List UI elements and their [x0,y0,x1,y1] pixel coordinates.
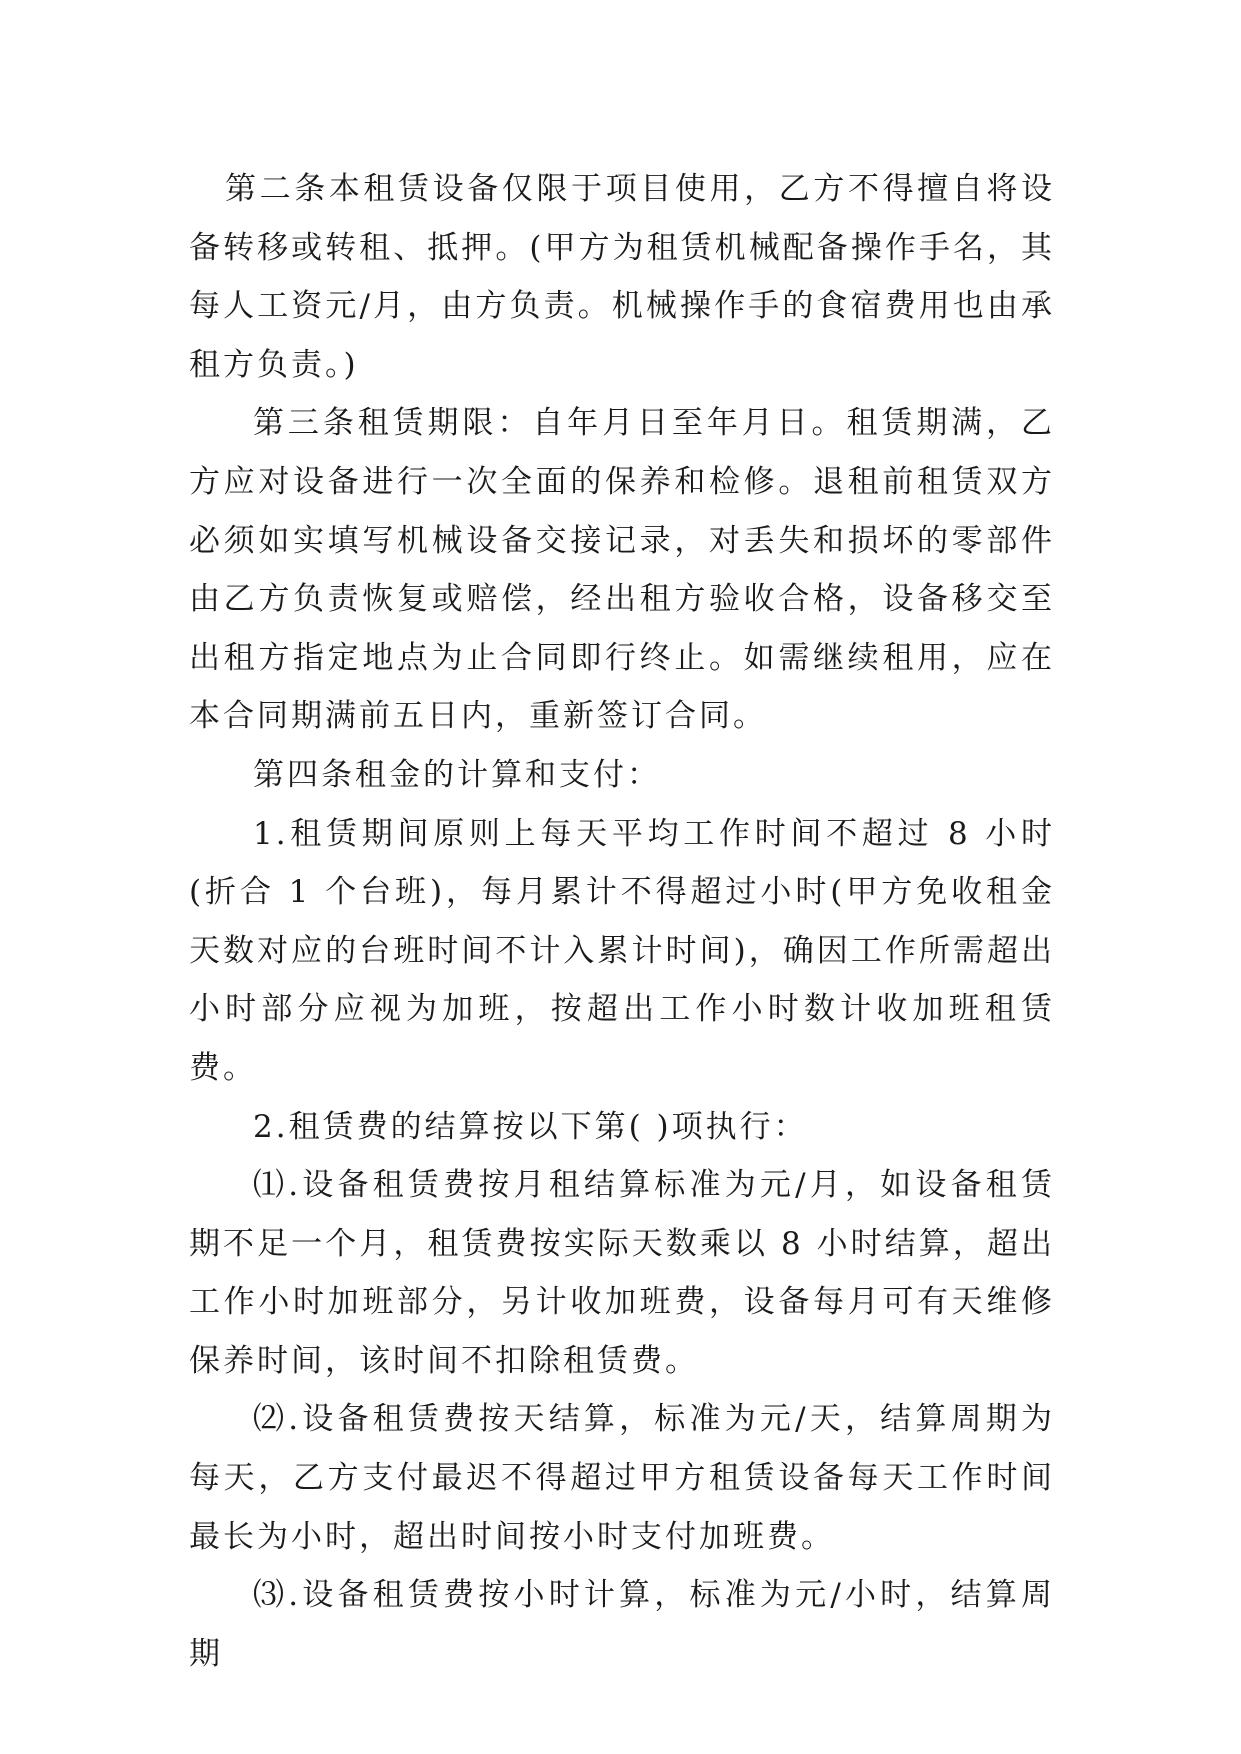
paragraph-article-2: 第二条本租赁设备仅限于项目使用，乙方不得擅自将设备转移或转租、抵押。(甲方为租赁机械配备操作手名，其每人工资元/月，由方负责。机械操作手的食宿费用也由承租方负责。) [189,171,1055,383]
paragraph-item-1: 1.租赁期间原则上每天平均工作时间不超过 8 小时(折合 1 个台班)，每月累计不得超过小时(甲方免收租金天数对应的台班时间不计入累计时间)，确因工作所需超出小时部分应视为加班，按超出工作小时数计收加班租赁费。 [189,815,1055,1086]
paragraph-article-4-heading: 第四条租金的计算和支付： [253,756,661,793]
paragraph-article-3: 第三条租赁期限：自年月日至年月日。租赁期满，乙方应对设备进行一次全面的保养和检修。退租前租赁双方必须如实填写机械设备交接记录，对丢失和损坏的零部件由乙方负责恢复或赔偿，经出租方验收合格，设备移交至出租方指定地点为止合同即行终止。如需继续租用，应在本合同期满前五日内，重新签订合同。 [189,405,1055,735]
paragraph-option-3: ⑶.设备租赁费按小时计算，标准为元/小时，结算周期 [189,1577,1055,1672]
paragraph-option-2: ⑵.设备租赁费按天结算，标准为元/天，结算周期为每天，乙方支付最迟不得超过甲方租赁设备每天工作时间最长为小时，超出时间按小时支付加班费。 [189,1401,1055,1555]
document-body [189,160,1055,1683]
paragraph-item-2: 2.租赁费的结算按以下第( )项执行： [253,1108,808,1145]
paragraph-option-1: ⑴.设备租赁费按月租结算标准为元/月，如设备租赁期不足一个月，租赁费按实际天数乘以 8 小时结算，超出工作小时加班部分，另计收加班费，设备每月可有天维修保养时间，该时间不扣除租赁费。 [189,1167,1055,1379]
